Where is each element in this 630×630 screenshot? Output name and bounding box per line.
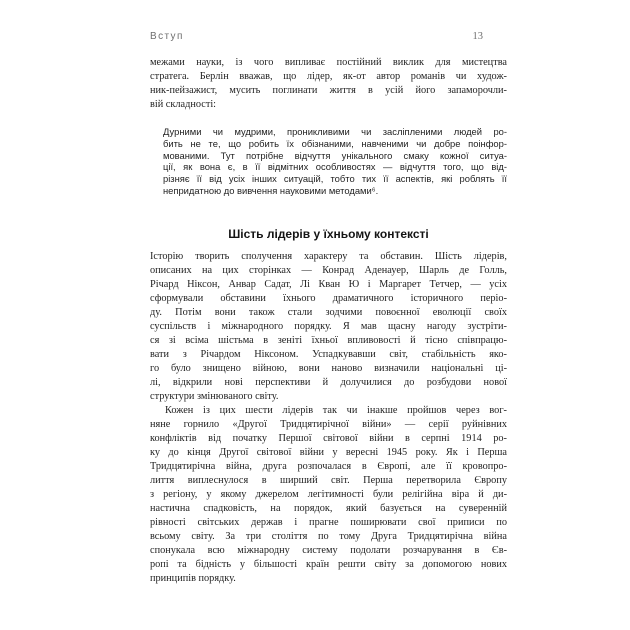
text-line: вати з Річардом Ніксоном. Успадкувавши світ, стабільність яко-: [150, 349, 507, 360]
text-line: ку до кінця Другої світової війни у вересні 1945 року. Як і Перша: [150, 447, 507, 458]
text-line: структури змінюваного світу.: [150, 391, 279, 402]
section-heading: Шість лідерів у їхньому контексті: [228, 227, 429, 241]
text-line: ду. Потім вони також стали зодчими повоєнної еволюції своїх: [150, 307, 507, 318]
text-line: ропі та бідність у більшості країн решти світу за допомогою нових: [150, 559, 507, 570]
running-title: Вступ: [150, 31, 184, 42]
text-line: ся зі всіма шістьма в зеніті їхньої впливовості й тісно співпрацю-: [150, 335, 507, 346]
text-line: Історію творить сполучення характеру та обставин. Шість лідерів,: [150, 251, 507, 262]
text-line: вій складності:: [150, 99, 217, 110]
text-line: різняє її від усіх інших ситуацій, тобто тих її аспектів, які роблять її: [163, 173, 507, 185]
paragraph-continuation: [150, 56, 507, 112]
text-line: лиття виплеснулося в ширший світ. Перша перетворила Європу: [150, 475, 507, 486]
text-line: ник-пейзажист, мусить поглинати життя в усій його запаморочли-: [150, 85, 507, 96]
text-line: няне горнило «Другої Тридцятирічної війни» — серії руйнівних: [150, 419, 507, 430]
paragraph: [150, 404, 507, 586]
text-line: непридатною до вивчення науковими методами⁶.: [163, 184, 379, 196]
text-line: Кожен із цих шести лідерів так чи інакше пройшов через вог-: [165, 405, 507, 416]
text-line: стратега. Берлін вважав, що лідер, як-от автор романів чи худож-: [150, 71, 507, 82]
text-line: з регіону, у якому джерелом легітимності були релігійна віра й ди-: [150, 489, 507, 500]
text-line: Дурними чи мудрими, проникливими чи засліпленими людей ро-: [163, 126, 507, 137]
text-line: сформували обставини їхнього драматичного історичного періо-: [150, 293, 507, 304]
text-line: лі, відкрили нові перспективи й долучилися до розбудови нової: [150, 377, 507, 388]
text-line: принципів порядку.: [150, 573, 236, 584]
main-text: [150, 250, 507, 586]
paragraph: [150, 250, 507, 404]
text-line: описаних на цих сторінках — Конрад Аденауер, Шарль де Голль,: [150, 265, 507, 276]
running-header: [150, 31, 483, 42]
text-line: межами науки, із чого випливає постійний виклик для мистецтва: [150, 57, 507, 68]
text-line: бить не те, що робить їх обізнаними, навченими чи добре поінфор-: [163, 137, 507, 149]
text-line: спонукала всю міжнародну систему подолати розчарування в Єв-: [150, 545, 507, 556]
text-line: конфліктів від початку Першої світової війни в серпні 1914 ро-: [150, 433, 507, 444]
page-number: 13: [472, 31, 483, 42]
text-line: Тридцятирічна війна, друга розпочалася в Європі, але її кровопро-: [150, 461, 507, 472]
blockquote: [163, 126, 507, 197]
text-line: мованими. Тут потрібне відчуття унікального смаку кожної ситуа-: [163, 149, 507, 161]
text-line: го було знищено війною, вони наново визначили національні ці-: [150, 363, 507, 374]
text-line: суспільств і міжнародного порядку. Я мав щасну нагоду зустріти-: [150, 321, 507, 332]
text-line: ції, як вона є, в її відмітних особливостях — відчуття того, що від-: [163, 161, 507, 173]
text-line: Річард Ніксон, Анвар Садат, Лі Кван Ю і Маргарет Тетчер, — усіх: [150, 279, 507, 290]
text-line: всьому світу. За три століття по тому Друга Тридцятирічна війна: [150, 531, 507, 542]
text-line: настична спадковість, на порядок, який базується на суверенній: [150, 503, 507, 514]
text-line: рівності світських держав і прагне поширювати свої приписи по: [150, 517, 507, 528]
